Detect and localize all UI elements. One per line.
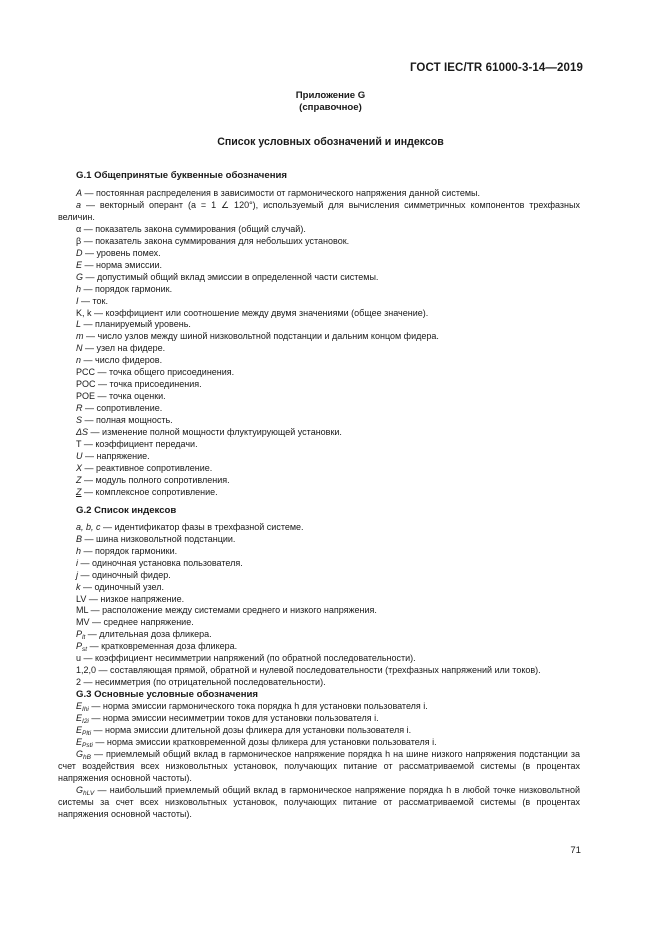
definition-text: — точка оценки. bbox=[95, 391, 166, 402]
section-g3-list bbox=[58, 701, 580, 821]
g2-list-item bbox=[58, 605, 580, 617]
g1-list-item bbox=[58, 284, 580, 296]
g2-list-item bbox=[58, 522, 580, 534]
symbol-subscript: I2i bbox=[82, 718, 89, 726]
appendix-title: Приложение G bbox=[295, 90, 366, 101]
definition-text: — уровень помех. bbox=[82, 247, 161, 258]
symbol: k bbox=[76, 581, 81, 592]
symbol: POC bbox=[76, 379, 96, 390]
definition-text: — норма эмиссии кратковременной дозы фликера для установки пользователя i. bbox=[92, 736, 437, 747]
definition-text: — напряжение. bbox=[82, 450, 150, 461]
g2-list-item bbox=[58, 570, 580, 582]
symbol: N bbox=[76, 343, 83, 354]
symbol: A bbox=[76, 188, 83, 198]
g1-list-item bbox=[58, 296, 580, 308]
definition-text: — одиночный узел. bbox=[80, 581, 165, 592]
g1-list-item bbox=[58, 248, 580, 260]
g2-list-item bbox=[58, 617, 580, 629]
definition-text: — число узлов между шиной низковольтной подстанции и дальним концом фидера. bbox=[83, 331, 439, 342]
definition-text: — расположение между системами среднего и низкого напряжения. bbox=[88, 605, 377, 616]
symbol-subscript: hLV bbox=[83, 789, 95, 797]
symbol: h bbox=[76, 283, 82, 294]
definition-text: — реактивное сопротивление. bbox=[82, 462, 213, 473]
g2-list-item bbox=[58, 665, 580, 677]
symbol-subscript: lt bbox=[82, 634, 86, 642]
document-body bbox=[58, 170, 580, 821]
definition-text: — показатель закона суммирования для небольших установок. bbox=[81, 235, 350, 246]
g1-list-item bbox=[58, 463, 580, 475]
g2-list-item bbox=[58, 546, 580, 558]
definition-text: — норма эмиссии длительной дозы фликера для установки пользователя i. bbox=[91, 725, 412, 736]
symbol: i bbox=[76, 557, 78, 568]
section-g2-list bbox=[58, 522, 580, 689]
g1-list-item bbox=[58, 308, 580, 320]
g3-list-item bbox=[58, 749, 580, 785]
symbol: α bbox=[76, 223, 82, 234]
g1-list-item bbox=[58, 427, 580, 439]
symbol-subscript: hB bbox=[83, 753, 91, 761]
symbol: P bbox=[76, 641, 83, 652]
symbol-subscript: Plti bbox=[82, 730, 92, 738]
definition-text: — несимметрия (по отрицательной последовательности). bbox=[81, 677, 326, 688]
appendix-heading bbox=[0, 90, 661, 114]
definition-text: — одиночная установка пользователя. bbox=[78, 557, 243, 568]
definition-text: — постоянная распределения в зависимости от гармонического напряжения данной системы. bbox=[82, 188, 481, 198]
definition-text: — изменение полной мощности флуктуирующей установки. bbox=[88, 427, 342, 438]
symbol: ML bbox=[76, 605, 89, 616]
section-g1-list bbox=[58, 188, 580, 499]
section-g3-title: G.3 Основные условные обозначения bbox=[76, 689, 258, 701]
symbol: B bbox=[76, 533, 83, 544]
section-g1-title: G.1 Общепринятые буквенные обозначения bbox=[76, 170, 287, 181]
g2-list-item bbox=[58, 653, 580, 665]
symbol: D bbox=[76, 247, 83, 258]
symbol: X bbox=[76, 462, 83, 473]
appendix-subtitle: (справочное) bbox=[299, 102, 362, 113]
g1-list-item bbox=[58, 403, 580, 415]
symbol: h bbox=[76, 545, 82, 556]
g1-list-item bbox=[58, 367, 580, 379]
definition-text: — векторный оперант (a = 1 ∠ 120°), используемый для вычисления симметричных компонентов трехфазных величин. bbox=[58, 199, 580, 222]
g1-list-item bbox=[58, 475, 580, 487]
symbol: E bbox=[76, 713, 83, 724]
symbol: u bbox=[76, 653, 82, 664]
definition-text: — кратковременная доза фликера. bbox=[87, 641, 238, 652]
symbol: L bbox=[76, 319, 82, 330]
definition-text: — порядок гармоник. bbox=[81, 283, 173, 294]
symbols-list-title: Список условных обозначений и индексов bbox=[217, 136, 444, 148]
definition-text: — точка общего присоединения. bbox=[95, 367, 235, 378]
definition-text: — среднее напряжение. bbox=[89, 617, 194, 628]
definition-text: — шина низковольтной подстанции. bbox=[82, 533, 236, 544]
symbol: LV bbox=[76, 593, 87, 604]
g1-list-item bbox=[58, 188, 580, 200]
g2-list-item bbox=[58, 677, 580, 689]
symbol: R bbox=[76, 403, 83, 414]
definition-text: — планируемый уровень. bbox=[81, 319, 191, 330]
definition-text: — норма эмиссии несимметрии токов для установки пользователя i. bbox=[88, 713, 379, 724]
symbol: G bbox=[76, 748, 84, 759]
definition-text: — полная мощность. bbox=[82, 415, 173, 426]
symbol: m bbox=[76, 331, 84, 342]
section-g2-title: G.2 Список индексов bbox=[76, 504, 177, 516]
g2-list-item bbox=[58, 558, 580, 570]
g1-list-item bbox=[58, 415, 580, 427]
g1-list-item bbox=[58, 343, 580, 355]
g1-list-item bbox=[58, 236, 580, 248]
definition-text: — коэффициент или соотношение между двумя значениями (общее значение). bbox=[91, 307, 429, 318]
symbol-subscript: Ihi bbox=[82, 706, 89, 714]
symbol: Z bbox=[76, 486, 82, 497]
g1-list-item bbox=[58, 487, 580, 499]
g3-list-item bbox=[58, 701, 580, 713]
symbol: 2 bbox=[76, 677, 82, 688]
definition-text: — порядок гармоники. bbox=[81, 545, 178, 556]
symbol: ΔS bbox=[76, 427, 89, 438]
definition-text: — комплексное сопротивление. bbox=[81, 486, 218, 497]
g1-list-item bbox=[58, 224, 580, 236]
g3-list-item bbox=[58, 725, 580, 737]
symbol: G bbox=[76, 271, 84, 282]
symbol: T bbox=[76, 439, 82, 450]
symbol: E bbox=[76, 736, 83, 747]
page-number: 71 bbox=[570, 845, 581, 856]
symbol-subscript: st bbox=[82, 646, 88, 654]
symbol: β bbox=[76, 235, 82, 246]
g2-list-item bbox=[58, 629, 580, 641]
g2-list-item bbox=[58, 594, 580, 606]
symbol: j bbox=[76, 569, 78, 580]
document-header: ГОСТ IEC/TR 61000-3-14—2019 bbox=[409, 62, 583, 74]
symbol: E bbox=[76, 701, 83, 712]
definition-text: — коэффициент несимметрии напряжений (по обратной последовательности). bbox=[81, 653, 416, 664]
definition-text: — идентификатор фазы в трехфазной системе. bbox=[100, 521, 304, 532]
symbol: I bbox=[76, 295, 79, 306]
symbol: E bbox=[76, 259, 83, 270]
definition-text: — сопротивление. bbox=[82, 403, 163, 414]
definition-text: — наибольший приемлемый общий вклад в гармоническое напряжение порядка h в любой точке низковольтной системы за счет всех низковольтных установок, получающих питание от рассматриваемой системы (в процентах напряжения основной частоты). bbox=[58, 784, 580, 819]
definition-text: — модуль полного сопротивления. bbox=[81, 474, 230, 485]
definition-text: — число фидеров. bbox=[81, 355, 163, 366]
g3-list-item bbox=[58, 713, 580, 725]
g2-list-item bbox=[58, 641, 580, 653]
g1-list-item bbox=[58, 260, 580, 272]
g1-list-item bbox=[58, 451, 580, 463]
symbol: a, b, c bbox=[76, 521, 101, 532]
symbol: E bbox=[76, 725, 83, 736]
definition-text: — показатель закона суммирования (общий случай). bbox=[81, 223, 306, 234]
g1-list-item bbox=[58, 331, 580, 343]
definition-text: — коэффициент передачи. bbox=[81, 439, 198, 450]
g1-list-item bbox=[58, 272, 580, 284]
definition-text: — низкое напряжение. bbox=[86, 593, 185, 604]
g3-list-item bbox=[58, 737, 580, 749]
g2-list-item bbox=[58, 582, 580, 594]
definition-text: — составляющая прямой, обратной и нулевой последовательности (трехфазных напряжений или токов). bbox=[96, 665, 541, 676]
definition-text: — норма эмиссии гармонического тока порядка h для установки пользователя i. bbox=[88, 701, 428, 712]
symbol: PCC bbox=[76, 367, 96, 378]
g1-list-item bbox=[58, 439, 580, 451]
symbol-subscript: Psti bbox=[82, 741, 93, 749]
symbol: n bbox=[76, 355, 82, 366]
g3-list-item bbox=[58, 785, 580, 821]
g1-list-item bbox=[58, 391, 580, 403]
definition-text: — приемлемый общий вклад в гармоническое напряжение порядка h на шине низкого напряжения подстанции за счет воздействия всех низковольтных установок, получающих питание от рассматриваемой системы (в процентах напряжения основной частоты). bbox=[58, 748, 580, 783]
definition-text: — точка присоединения. bbox=[95, 379, 202, 390]
g1-list-item bbox=[58, 379, 580, 391]
symbol: K, k bbox=[76, 307, 92, 318]
definition-text: — допустимый общий вклад эмиссии в определенной части системы. bbox=[83, 271, 379, 282]
symbol: Z bbox=[76, 474, 82, 485]
definition-text: — узел на фидере. bbox=[82, 343, 166, 354]
symbol: MV bbox=[76, 617, 90, 628]
symbol: P bbox=[76, 629, 83, 640]
symbol: POE bbox=[76, 391, 96, 402]
symbol: S bbox=[76, 415, 83, 426]
g1-list-item bbox=[58, 319, 580, 331]
symbol: U bbox=[76, 450, 83, 461]
g1-list-item bbox=[58, 200, 580, 224]
g1-list-item bbox=[58, 355, 580, 367]
definition-text: — одиночный фидер. bbox=[78, 569, 171, 580]
g2-list-item bbox=[58, 534, 580, 546]
definition-text: — норма эмиссии. bbox=[82, 259, 163, 270]
definition-text: — длительная доза фликера. bbox=[85, 629, 212, 640]
symbol: G bbox=[76, 784, 84, 795]
symbol: 1,2,0 bbox=[76, 665, 97, 676]
definition-text: — ток. bbox=[78, 295, 108, 306]
symbol: a bbox=[76, 199, 82, 210]
